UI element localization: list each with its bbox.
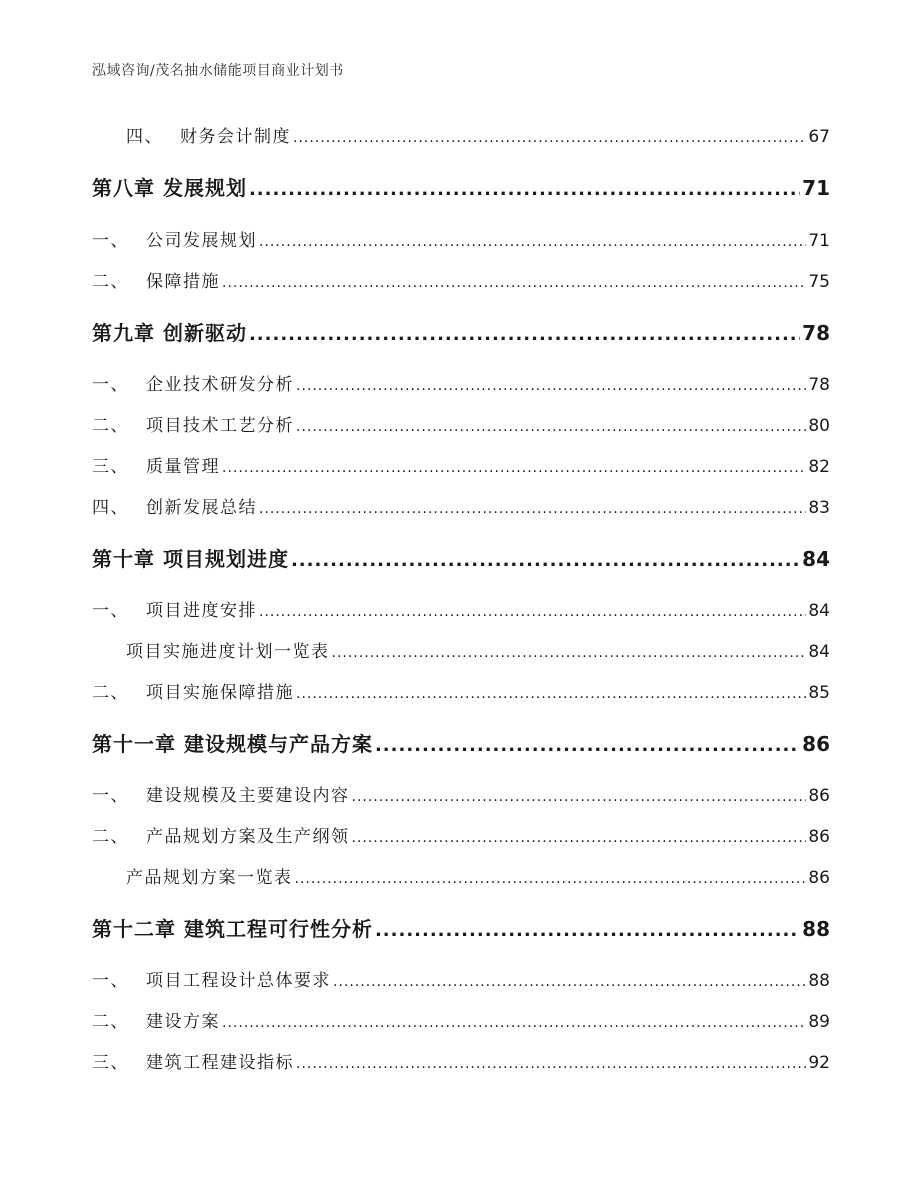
toc-entry-chapter[interactable] [92, 172, 830, 201]
dot-leader [295, 871, 807, 887]
toc-entry-title: 二、 项目实施保障措施 [92, 683, 294, 703]
toc-entry-page: 88 [802, 917, 830, 941]
toc-entry-title: 第十章 项目规划进度 [92, 547, 289, 571]
dot-leader [296, 378, 806, 394]
dot-leader [222, 460, 806, 476]
toc-entry-page: 84 [808, 601, 830, 621]
toc-entry-section[interactable] [92, 370, 830, 395]
toc-entry-page: 71 [808, 231, 830, 251]
toc-entry-title: 二、 产品规划方案及生产纲领 [92, 827, 350, 847]
toc-entry-title: 二、 项目技术工艺分析 [92, 416, 294, 436]
toc-entry-chapter[interactable] [92, 728, 830, 757]
toc-entry-section[interactable] [92, 122, 830, 147]
toc-entry-title: 二、 保障措施 [92, 272, 220, 292]
dot-leader [352, 830, 807, 846]
toc-entry-page: 75 [808, 272, 830, 292]
toc-entry-section[interactable] [92, 596, 830, 621]
toc-entry-section[interactable] [92, 493, 830, 518]
toc-entry-page: 82 [808, 457, 830, 477]
toc-entry-title: 一、 企业技术研发分析 [92, 375, 294, 395]
toc-entry-section[interactable] [92, 781, 830, 806]
dot-leader [259, 234, 806, 250]
toc-entry-title: 第十二章 建筑工程可行性分析 [92, 917, 373, 941]
toc-entry-title: 产品规划方案一览表 [126, 868, 293, 888]
toc-entry-section[interactable] [92, 966, 830, 991]
header-rule [92, 88, 828, 89]
toc-entry-page: 71 [802, 176, 830, 200]
dot-leader [222, 1015, 806, 1031]
dot-leader [296, 1056, 806, 1072]
toc-entry-page: 86 [808, 827, 830, 847]
dot-leader [293, 130, 806, 146]
toc-entry-page: 84 [808, 642, 830, 662]
toc-entry-title: 三、 建筑工程建设指标 [92, 1053, 294, 1073]
toc-entry-chapter[interactable] [92, 317, 830, 346]
toc-entry-title: 一、 项目进度安排 [92, 601, 257, 621]
dot-leader [291, 550, 800, 571]
dot-leader [375, 735, 800, 756]
page-header: 泓域咨询/茂名抽水储能项目商业计划书 [92, 63, 344, 79]
toc-entry-page: 84 [802, 547, 830, 571]
toc-entry-page: 83 [808, 498, 830, 518]
toc-entry-page: 88 [808, 971, 830, 991]
dot-leader [375, 920, 800, 941]
toc-entry-page: 89 [808, 1012, 830, 1032]
toc-entry-section[interactable] [92, 1048, 830, 1073]
toc-entry-title: 三、 质量管理 [92, 457, 220, 477]
toc-entry-chapter[interactable] [92, 543, 830, 572]
toc-entry-page: 86 [802, 732, 830, 756]
toc-entry-title: 第十一章 建设规模与产品方案 [92, 732, 373, 756]
toc-entry-table[interactable] [92, 863, 830, 888]
toc-entry-section[interactable] [92, 1007, 830, 1032]
toc-entry-page: 86 [808, 868, 830, 888]
toc-entry-title: 第八章 发展规划 [92, 176, 247, 200]
toc-entry-page: 78 [802, 321, 830, 345]
toc-entry-section[interactable] [92, 452, 830, 477]
toc-entry-title: 四、 财务会计制度 [126, 127, 291, 147]
toc-entry-page: 92 [808, 1053, 830, 1073]
dot-leader [296, 686, 806, 702]
dot-leader [333, 974, 806, 990]
dot-leader [222, 275, 806, 291]
toc-entry-section[interactable] [92, 411, 830, 436]
toc-entry-section[interactable] [92, 678, 830, 703]
toc-entry-title: 四、 创新发展总结 [92, 498, 257, 518]
toc-entry-page: 86 [808, 786, 830, 806]
toc-entry-page: 67 [808, 127, 830, 147]
dot-leader [249, 179, 800, 200]
dot-leader [249, 324, 800, 345]
toc-entry-page: 78 [808, 375, 830, 395]
toc-entry-title: 一、 公司发展规划 [92, 231, 257, 251]
toc-entry-chapter[interactable] [92, 913, 830, 942]
toc-entry-section[interactable] [92, 822, 830, 847]
dot-leader [259, 501, 806, 517]
toc-entry-title: 二、 建设方案 [92, 1012, 220, 1032]
toc-entry-section[interactable] [92, 267, 830, 292]
toc-entry-title: 一、 建设规模及主要建设内容 [92, 786, 350, 806]
dot-leader [332, 645, 807, 661]
dot-leader [259, 604, 806, 620]
toc-entry-page: 85 [808, 683, 830, 703]
toc-entry-title: 一、 项目工程设计总体要求 [92, 971, 331, 991]
dot-leader [296, 419, 806, 435]
toc-entry-section[interactable] [92, 226, 830, 251]
toc-entry-title: 项目实施进度计划一览表 [126, 642, 330, 662]
toc-entry-page: 80 [808, 416, 830, 436]
dot-leader [352, 789, 807, 805]
toc-entry-table[interactable] [92, 637, 830, 662]
toc-entry-title: 第九章 创新驱动 [92, 321, 247, 345]
